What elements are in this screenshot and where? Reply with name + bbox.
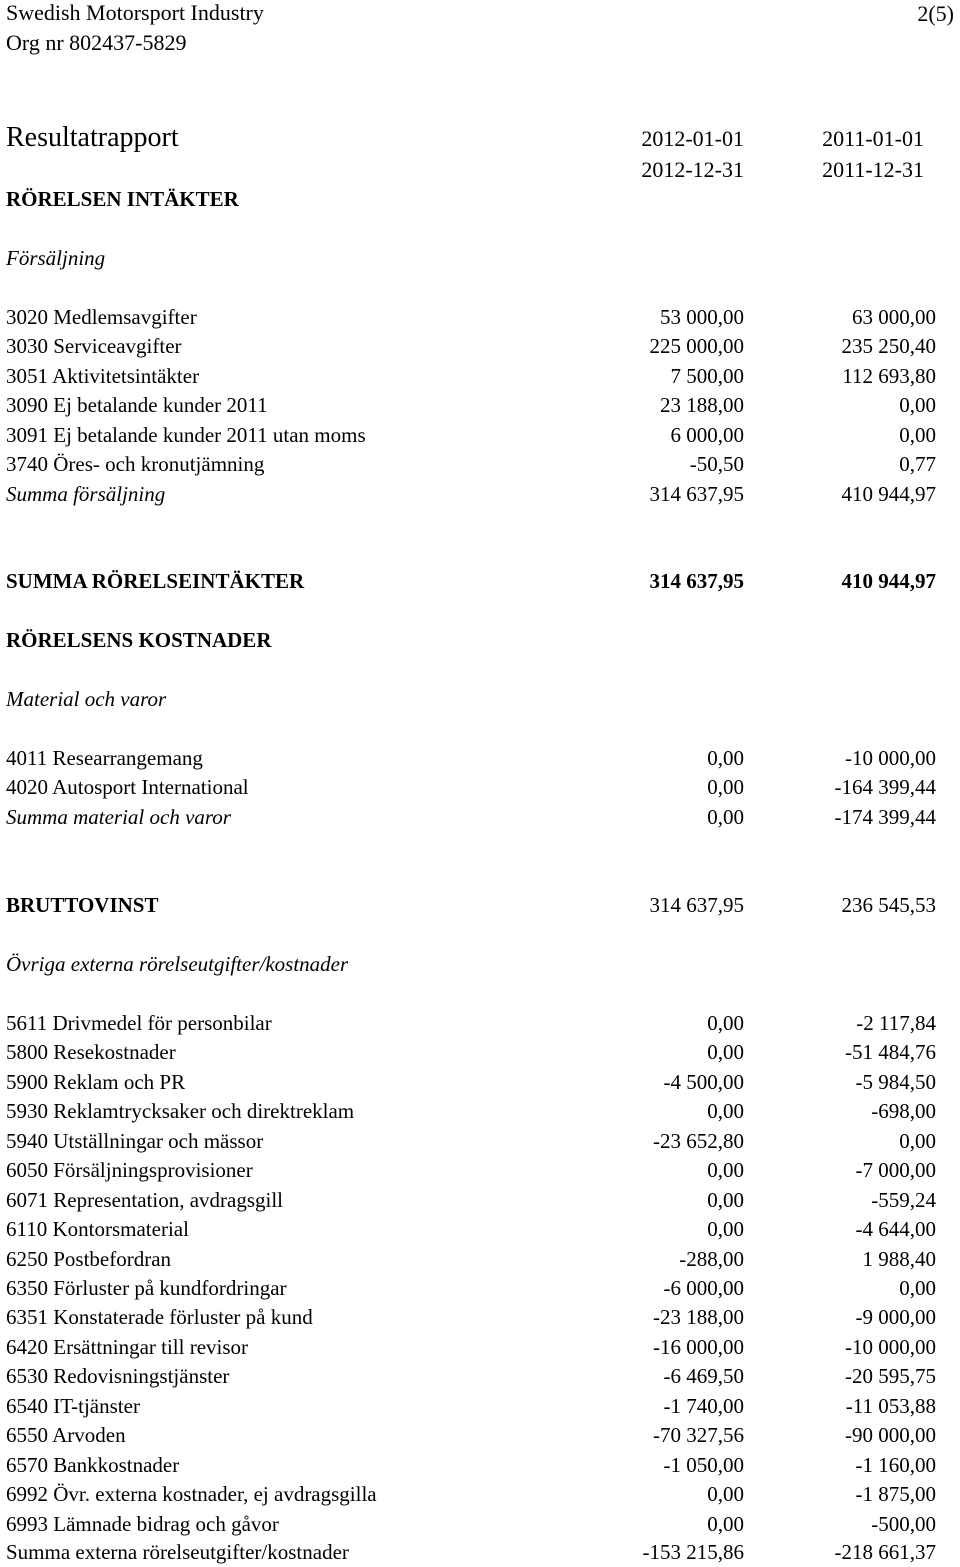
table-row: 6420 Ersättningar till revisor -16 000,00 -10 000,00 [6,1335,936,1359]
table-row: 3740 Öres- och kronutjämning -50,50 0,77 [6,452,936,476]
table-row: 6071 Representation, avdragsgill 0,00 -559,24 [6,1188,936,1212]
table-row: 5611 Drivmedel för personbilar 0,00 -2 117,84 [6,1011,936,1035]
material-heading: Material och varor [6,687,167,711]
ovriga-heading: Övriga externa rörelseutgifter/kostnader [6,952,349,976]
table-row: 4011 Researrangemang 0,00 -10 000,00 [6,746,936,770]
summa-ovriga-row: Summa externa rörelseutgifter/kostnader -153 215,86 -218 661,37 [6,1540,936,1564]
summa-forsaljning-row: Summa försäljning 314 637,95 410 944,97 [6,482,936,506]
table-row: 3051 Aktivitetsintäkter 7 500,00 112 693,80 [6,364,936,388]
table-row: 6992 Övr. externa kostnader, ej avdragsgilla 0,00 -1 875,00 [6,1482,936,1506]
table-row: 5930 Reklamtrycksaker och direktreklam 0,00 -698,00 [6,1099,936,1123]
table-row: 6050 Försäljningsprovisioner 0,00 -7 000,00 [6,1158,936,1182]
table-row: 6540 IT-tjänster -1 740,00 -11 053,88 [6,1394,936,1418]
intakter-heading: RÖRELSEN INTÄKTER [6,187,239,211]
kostnader-heading: RÖRELSENS KOSTNADER [6,628,272,652]
table-row: 5900 Reklam och PR -4 500,00 -5 984,50 [6,1070,936,1094]
summa-rorelseintakter-row: SUMMA RÖRELSEINTÄKTER 314 637,95 410 944,97 [6,569,936,593]
page-number: 2(5) [917,1,954,26]
table-row: 6350 Förluster på kundfordringar -6 000,00 0,00 [6,1276,936,1300]
table-row: 4020 Autosport International 0,00 -164 399,44 [6,775,936,799]
table-row: 3091 Ej betalande kunder 2011 utan moms 6 000,00 0,00 [6,423,936,447]
period-current-start: 2012-01-01 [641,126,744,151]
table-row: 5940 Utställningar och mässor -23 652,80 0,00 [6,1129,936,1153]
table-row: 6530 Redovisningstjänster -6 469,50 -20 595,75 [6,1364,936,1388]
company-name: Swedish Motorsport Industry [6,0,264,25]
table-row: 3090 Ej betalande kunder 2011 23 188,00 0,00 [6,393,936,417]
summa-material-row: Summa material och varor 0,00 -174 399,44 [6,805,936,829]
table-row: 5800 Resekostnader 0,00 -51 484,76 [6,1040,936,1064]
period-current-end: 2012-12-31 [641,157,744,182]
table-row: 3030 Serviceavgifter 225 000,00 235 250,40 [6,334,936,358]
period-prior-end: 2011-12-31 [822,157,924,182]
table-row: 6351 Konstaterade förluster på kund -23 188,00 -9 000,00 [6,1305,936,1329]
table-row: 3020 Medlemsavgifter 53 000,00 63 000,00 [6,305,936,329]
table-row: 6993 Lämnade bidrag och gåvor 0,00 -500,00 [6,1512,936,1536]
bruttovinst-row: BRUTTOVINST 314 637,95 236 545,53 [6,893,936,917]
table-row: 6110 Kontorsmaterial 0,00 -4 644,00 [6,1217,936,1241]
report-title: Resultatrapport [6,122,179,153]
org-number: Org nr 802437-5829 [6,30,187,55]
table-row: 6550 Arvoden -70 327,56 -90 000,00 [6,1423,936,1447]
table-row: 6570 Bankkostnader -1 050,00 -1 160,00 [6,1453,936,1477]
period-prior-start: 2011-01-01 [822,126,924,151]
forsaljning-heading: Försäljning [6,246,106,270]
table-row: 6250 Postbefordran -288,00 1 988,40 [6,1247,936,1271]
